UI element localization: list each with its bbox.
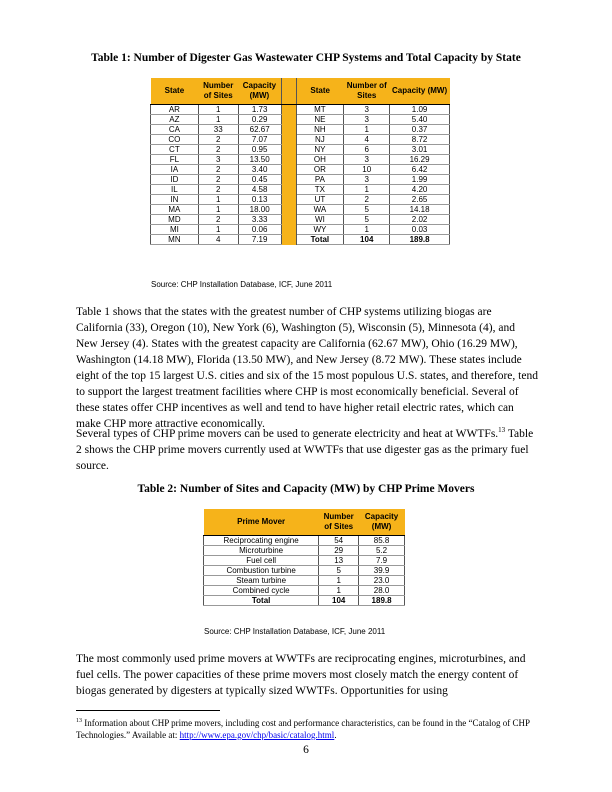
sites-cell: 29 bbox=[319, 546, 359, 556]
sites-cell: 6 bbox=[344, 145, 390, 155]
table2-title: Table 2: Number of Sites and Capacity (MW) by CHP Prime Movers bbox=[137, 483, 475, 495]
sites-cell: 1 bbox=[344, 185, 390, 195]
capacity-cell: 3.33 bbox=[238, 215, 281, 225]
sites-cell: 1 bbox=[319, 576, 359, 586]
state-cell: TX bbox=[296, 185, 344, 195]
state-cell: NY bbox=[296, 145, 344, 155]
table1-row bbox=[151, 205, 450, 215]
table1-body bbox=[151, 105, 450, 245]
capacity-cell: 4.58 bbox=[238, 185, 281, 195]
sites-cell: 10 bbox=[344, 165, 390, 175]
capacity-cell: 3.01 bbox=[390, 145, 450, 155]
prime-mover-cell: Microturbine bbox=[204, 546, 319, 556]
sites-cell: 1 bbox=[198, 205, 238, 215]
table2-source: Source: CHP Installation Database, ICF, June 2011 bbox=[204, 627, 386, 636]
table1-row bbox=[151, 225, 450, 235]
state-cell: MT bbox=[296, 105, 344, 115]
sites-cell: 1 bbox=[344, 125, 390, 135]
sites-cell: 3 bbox=[344, 175, 390, 185]
table1-divider-cell bbox=[281, 185, 296, 195]
state-cell: MI bbox=[151, 225, 199, 235]
capacity-cell: 14.18 bbox=[390, 205, 450, 215]
table1-row bbox=[151, 215, 450, 225]
table1-row bbox=[151, 125, 450, 135]
sites-cell: 4 bbox=[344, 135, 390, 145]
table2-header-sites: Number of Sites bbox=[319, 509, 359, 536]
table2-header-mover: Prime Mover bbox=[204, 509, 319, 536]
table2-header-capacity: Capacity (MW) bbox=[359, 509, 405, 536]
state-cell: CT bbox=[151, 145, 199, 155]
table1-row bbox=[151, 195, 450, 205]
table1-title: Table 1: Number of Digester Gas Wastewater CHP Systems and Total Capacity by State bbox=[91, 52, 521, 64]
state-cell: PA bbox=[296, 175, 344, 185]
paragraph-2-text-after: Table 2 shows the CHP prime movers currently used at WWTFs that use digester gas as the primary fuel source. bbox=[76, 428, 534, 472]
total-cell: Total bbox=[296, 235, 344, 245]
capacity-cell: 39.9 bbox=[359, 566, 405, 576]
capacity-cell: 0.37 bbox=[390, 125, 450, 135]
sites-cell: 4 bbox=[198, 235, 238, 245]
table1-divider-cell bbox=[281, 115, 296, 125]
state-cell: CO bbox=[151, 135, 199, 145]
footnote-link[interactable]: http://www.epa.gov/chp/basic/catalog.html bbox=[179, 730, 335, 740]
sites-cell: 54 bbox=[319, 536, 359, 546]
table1-row bbox=[151, 145, 450, 155]
sites-cell: 2 bbox=[198, 175, 238, 185]
footnote-end: . bbox=[334, 730, 337, 740]
state-cell: IL bbox=[151, 185, 199, 195]
capacity-cell: 1.73 bbox=[238, 105, 281, 115]
capacity-cell: 62.67 bbox=[238, 125, 281, 135]
capacity-cell: 0.95 bbox=[238, 145, 281, 155]
state-cell: MN bbox=[151, 235, 199, 245]
capacity-cell: 85.8 bbox=[359, 536, 405, 546]
table1-row bbox=[151, 165, 450, 175]
table2-row bbox=[204, 536, 405, 546]
sites-cell: 2 bbox=[198, 145, 238, 155]
table1-divider-cell bbox=[281, 155, 296, 165]
sites-cell: 1 bbox=[344, 225, 390, 235]
table1-divider-cell bbox=[281, 215, 296, 225]
table1-header-capacity: Capacity (MW) bbox=[238, 78, 281, 105]
capacity-cell: 5.40 bbox=[390, 115, 450, 125]
sites-cell: 1 bbox=[198, 105, 238, 115]
capacity-cell: 0.03 bbox=[390, 225, 450, 235]
sites-cell: 2 bbox=[344, 195, 390, 205]
prime-mover-cell: Combined cycle bbox=[204, 586, 319, 596]
table1-divider-cell bbox=[281, 165, 296, 175]
state-cell: MA bbox=[151, 205, 199, 215]
capacity-cell: 28.0 bbox=[359, 586, 405, 596]
prime-mover-cell: Reciprocating engine bbox=[204, 536, 319, 546]
capacity-cell: 4.20 bbox=[390, 185, 450, 195]
table1-divider-cell bbox=[281, 175, 296, 185]
state-cell: IA bbox=[151, 165, 199, 175]
capacity-cell: 7.9 bbox=[359, 556, 405, 566]
capacity-cell: 8.72 bbox=[390, 135, 450, 145]
capacity-cell: 7.19 bbox=[238, 235, 281, 245]
paragraph-1: Table 1 shows that the states with the greatest number of CHP systems utilizing biogas are California (33), Oregon (10), New York (6), Washington (5), Wisconsin (5), Minnesota (4), and New Jersey (4). States with the greatest capacity are California (62.67 MW), Ohio (16.29 MW), Washington (14.18 MW), Florida (13.50 MW), and New Jersey (8.72 MW). These states include eight of the top 15 largest U.S. cities and six of the 15 most populous U.S. states, and therefore, tend to support the largest treatment facilities where CHP is most economically beneficial. Several of these states offer CHP incentives as well and tend to have higher retail electric rates, which can make CHP more attractive economically. bbox=[76, 306, 538, 430]
state-cell: AR bbox=[151, 105, 199, 115]
table1-row bbox=[151, 105, 450, 115]
sites-cell: 2 bbox=[198, 165, 238, 175]
table2-row bbox=[204, 566, 405, 576]
sites-cell: 13 bbox=[319, 556, 359, 566]
capacity-cell: 2.65 bbox=[390, 195, 450, 205]
capacity-cell: 0.13 bbox=[238, 195, 281, 205]
sites-cell: 2 bbox=[198, 185, 238, 195]
state-cell: AZ bbox=[151, 115, 199, 125]
sites-cell: 1 bbox=[198, 225, 238, 235]
sites-cell: 5 bbox=[344, 215, 390, 225]
footnote-ref-13[interactable]: 13 bbox=[498, 426, 506, 435]
capacity-cell: 18.00 bbox=[238, 205, 281, 215]
table1-row bbox=[151, 235, 450, 245]
state-cell: NE bbox=[296, 115, 344, 125]
table1-divider-cell bbox=[281, 105, 296, 115]
state-cell: OR bbox=[296, 165, 344, 175]
state-cell: UT bbox=[296, 195, 344, 205]
capacity-cell: 0.45 bbox=[238, 175, 281, 185]
state-cell: WA bbox=[296, 205, 344, 215]
table2 bbox=[203, 509, 405, 606]
table2-row bbox=[204, 556, 405, 566]
table1-divider-cell bbox=[281, 145, 296, 155]
prime-mover-cell: Fuel cell bbox=[204, 556, 319, 566]
capacity-cell: 0.06 bbox=[238, 225, 281, 235]
table1-divider bbox=[281, 78, 296, 105]
state-cell: MD bbox=[151, 215, 199, 225]
capacity-cell: 6.42 bbox=[390, 165, 450, 175]
table1-divider-cell bbox=[281, 205, 296, 215]
table1-header-state: State bbox=[151, 78, 199, 105]
table2-total-row bbox=[204, 596, 405, 606]
capacity-cell: 1.09 bbox=[390, 105, 450, 115]
page-number: 6 bbox=[303, 744, 309, 756]
sites-cell: 1 bbox=[198, 115, 238, 125]
sites-cell: 3 bbox=[198, 155, 238, 165]
footnote-number: 13 bbox=[76, 718, 82, 724]
state-cell: ID bbox=[151, 175, 199, 185]
footnote-rule bbox=[76, 710, 220, 711]
footnote-text: Information about CHP prime movers, including cost and performance characteristics, can be found in the “Catalog of CHP Technologies.” Available at: bbox=[76, 718, 530, 740]
total-cell: 104 bbox=[344, 235, 390, 245]
state-cell: CA bbox=[151, 125, 199, 135]
table1-row bbox=[151, 155, 450, 165]
table1-header-capacity-2: Capacity (MW) bbox=[390, 78, 450, 105]
footnote bbox=[76, 717, 546, 741]
sites-cell: 2 bbox=[198, 135, 238, 145]
table1-source: Source: CHP Installation Database, ICF, June 2011 bbox=[151, 280, 333, 289]
sites-cell: 1 bbox=[198, 195, 238, 205]
paragraph-2 bbox=[76, 426, 538, 474]
capacity-cell: 0.29 bbox=[238, 115, 281, 125]
capacity-cell: 3.40 bbox=[238, 165, 281, 175]
state-cell: NH bbox=[296, 125, 344, 135]
total-capacity-cell: 189.8 bbox=[359, 596, 405, 606]
paragraph-2-text-before: Several types of CHP prime movers can be used to generate electricity and heat at WWTFs. bbox=[76, 428, 499, 440]
state-cell: WI bbox=[296, 215, 344, 225]
table1-header-sites: Number of Sites bbox=[198, 78, 238, 105]
sites-cell: 3 bbox=[344, 105, 390, 115]
prime-mover-cell: Steam turbine bbox=[204, 576, 319, 586]
sites-cell: 3 bbox=[344, 155, 390, 165]
table2-body bbox=[204, 536, 405, 606]
table1-header-sites-2: Number of Sites bbox=[344, 78, 390, 105]
capacity-cell: 1.99 bbox=[390, 175, 450, 185]
capacity-cell: 7.07 bbox=[238, 135, 281, 145]
state-cell: FL bbox=[151, 155, 199, 165]
state-cell: WY bbox=[296, 225, 344, 235]
table1-divider-cell bbox=[281, 125, 296, 135]
sites-cell: 5 bbox=[319, 566, 359, 576]
sites-cell: 3 bbox=[344, 115, 390, 125]
capacity-cell: 16.29 bbox=[390, 155, 450, 165]
table1-header-state-2: State bbox=[296, 78, 344, 105]
table1-row bbox=[151, 115, 450, 125]
sites-cell: 33 bbox=[198, 125, 238, 135]
table1-divider-cell bbox=[281, 225, 296, 235]
table2-row bbox=[204, 546, 405, 556]
total-label-cell: Total bbox=[204, 596, 319, 606]
capacity-cell: 23.0 bbox=[359, 576, 405, 586]
capacity-cell: 13.50 bbox=[238, 155, 281, 165]
capacity-cell: 2.02 bbox=[390, 215, 450, 225]
table1 bbox=[150, 78, 450, 245]
table1-divider-cell bbox=[281, 135, 296, 145]
state-cell: NJ bbox=[296, 135, 344, 145]
table1-row bbox=[151, 175, 450, 185]
paragraph-3: The most commonly used prime movers at WWTFs are reciprocating engines, microturbines, and fuel cells. The power capacities of these prime movers most closely match the energy content of biogas generated by digesters at typically sized WWTFs. Opportunities for using bbox=[76, 653, 526, 697]
sites-cell: 5 bbox=[344, 205, 390, 215]
total-cell: 189.8 bbox=[390, 235, 450, 245]
table1-row bbox=[151, 185, 450, 195]
state-cell: IN bbox=[151, 195, 199, 205]
table1-divider-cell bbox=[281, 235, 296, 245]
prime-mover-cell: Combustion turbine bbox=[204, 566, 319, 576]
table1-divider-cell bbox=[281, 195, 296, 205]
table1-row bbox=[151, 135, 450, 145]
sites-cell: 2 bbox=[198, 215, 238, 225]
state-cell: OH bbox=[296, 155, 344, 165]
table2-row bbox=[204, 586, 405, 596]
total-sites-cell: 104 bbox=[319, 596, 359, 606]
capacity-cell: 5.2 bbox=[359, 546, 405, 556]
sites-cell: 1 bbox=[319, 586, 359, 596]
table2-row bbox=[204, 576, 405, 586]
